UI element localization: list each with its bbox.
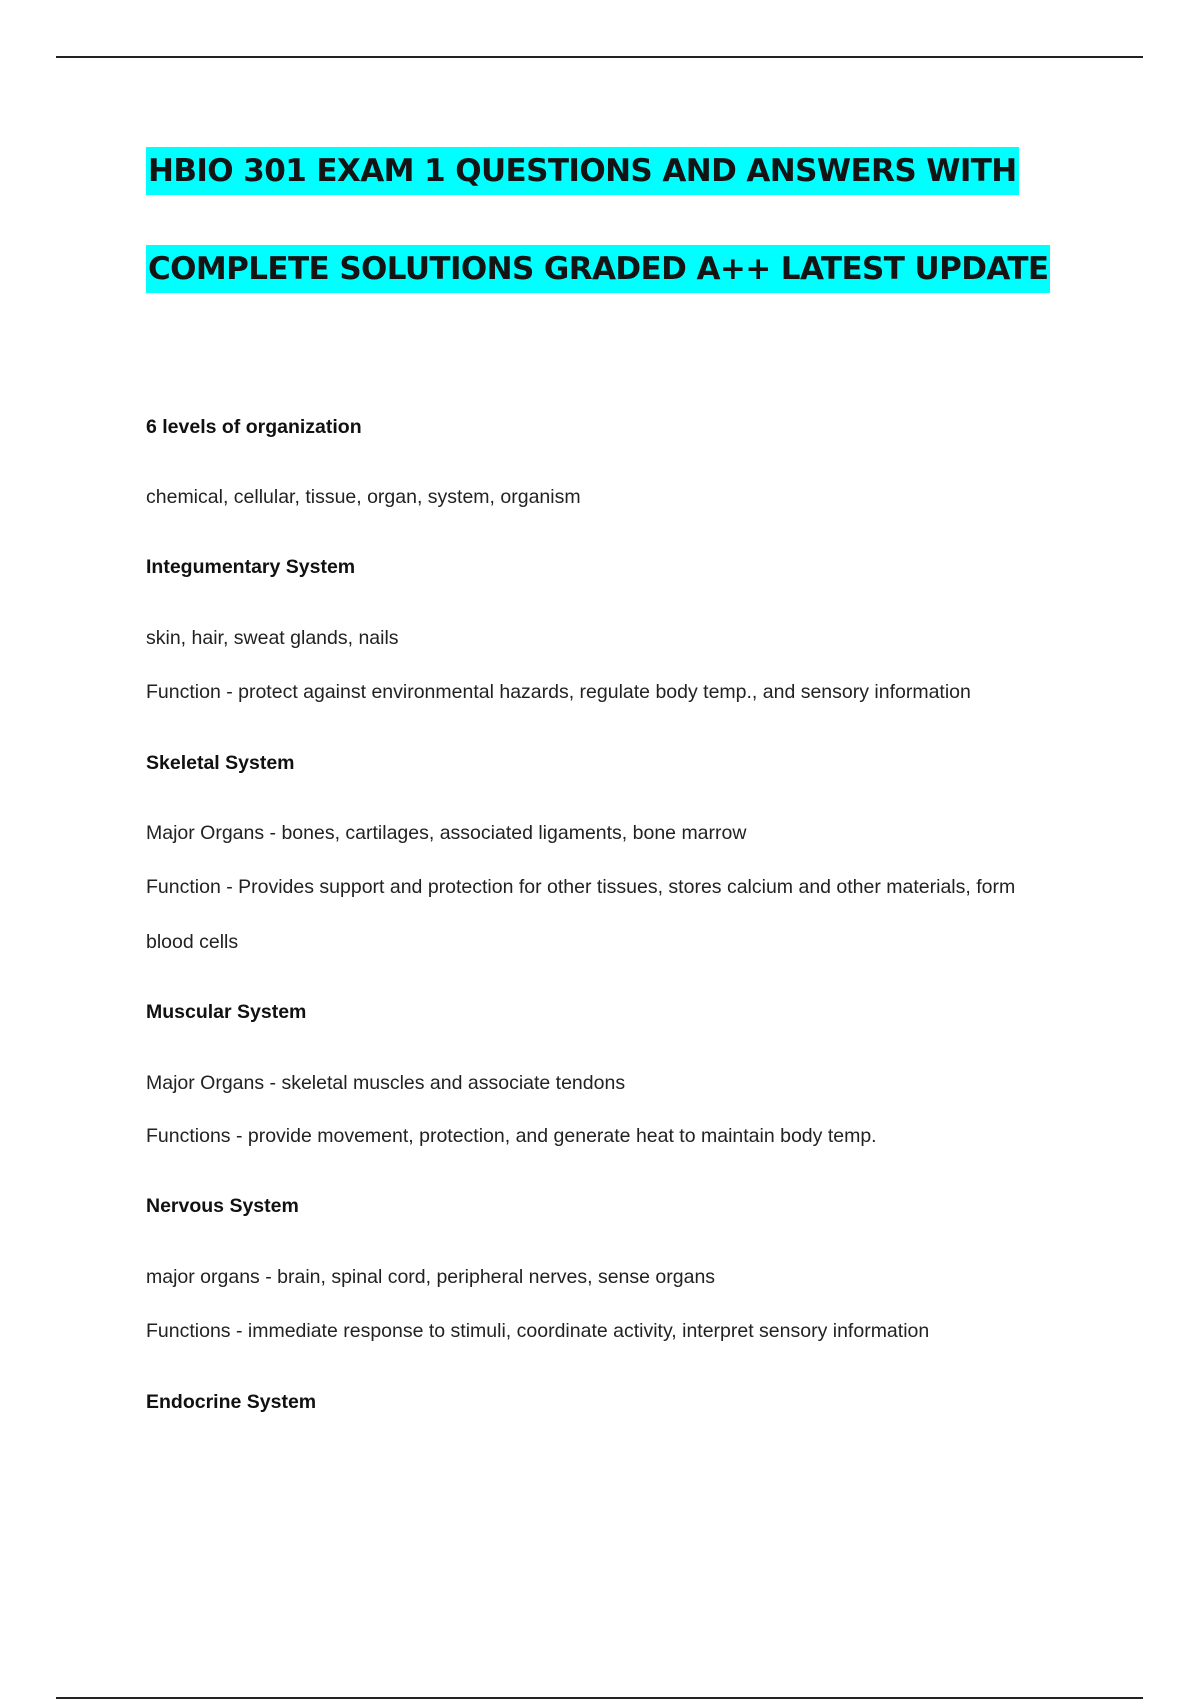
answer-muscular-functions: Functions - provide movement, protection, and generate heat to maintain body temp. bbox=[146, 1125, 877, 1147]
question-levels-of-organization: 6 levels of organization bbox=[146, 416, 362, 438]
question-nervous-system: Nervous System bbox=[146, 1195, 299, 1217]
question-skeletal-system: Skeletal System bbox=[146, 752, 295, 774]
answer-skeletal-function: Function - Provides support and protection for other tissues, stores calcium and other materials, form bbox=[146, 876, 1016, 898]
bottom-rule bbox=[56, 1697, 1143, 1699]
answer-muscular-organs: Major Organs - skeletal muscles and associate tendons bbox=[146, 1072, 626, 1094]
answer-integumentary-function: Function - protect against environmental hazards, regulate body temp., and sensory information bbox=[146, 681, 971, 703]
answer-skeletal-function-cont: blood cells bbox=[146, 931, 239, 953]
question-endocrine-system: Endocrine System bbox=[146, 1391, 317, 1413]
answer-nervous-organs: major organs - brain, spinal cord, peripheral nerves, sense organs bbox=[146, 1266, 716, 1288]
top-rule bbox=[56, 56, 1143, 58]
answer-levels-of-organization: chemical, cellular, tissue, organ, system, organism bbox=[146, 486, 581, 508]
document-title-line-2: COMPLETE SOLUTIONS GRADED A++ LATEST UPDATE bbox=[146, 245, 1050, 293]
document-title-line-1: HBIO 301 EXAM 1 QUESTIONS AND ANSWERS WITH bbox=[146, 147, 1019, 195]
question-integumentary-system: Integumentary System bbox=[146, 556, 356, 578]
answer-skeletal-organs: Major Organs - bones, cartilages, associated ligaments, bone marrow bbox=[146, 822, 747, 844]
answer-nervous-functions: Functions - immediate response to stimuli, coordinate activity, interpret sensory information bbox=[146, 1320, 930, 1342]
answer-integumentary-organs: skin, hair, sweat glands, nails bbox=[146, 627, 399, 649]
question-muscular-system: Muscular System bbox=[146, 1001, 307, 1023]
